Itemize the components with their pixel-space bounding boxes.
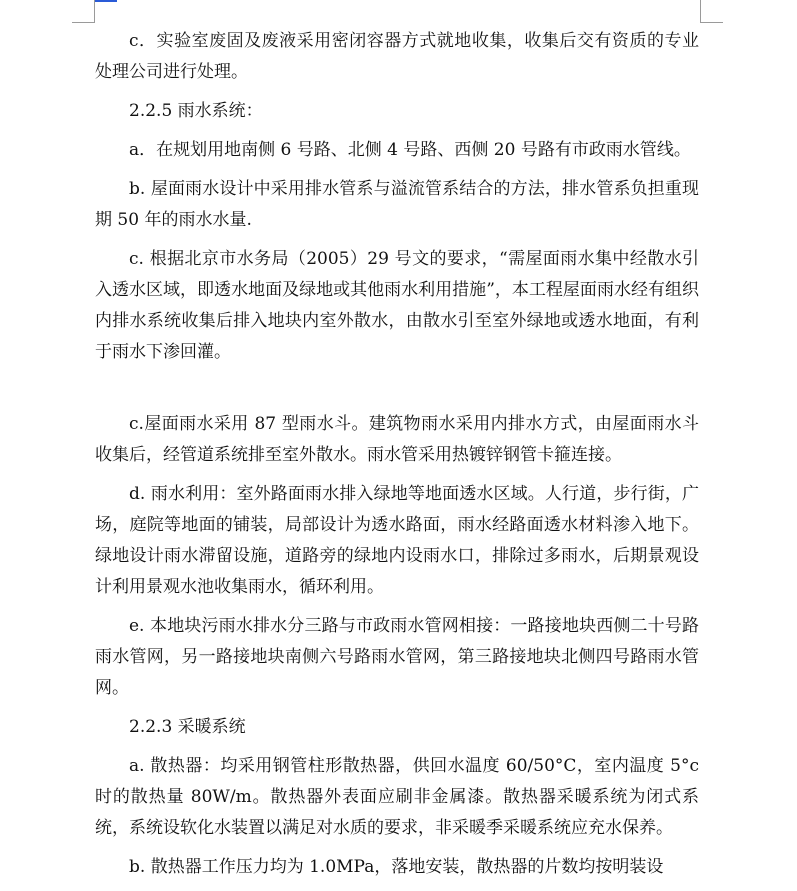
paragraph-roof-drainage: b. 屋面雨水设计中采用排水管系与溢流管系结合的方法，排水管系负担重现期 50 年的雨水水量. (95, 179, 699, 230)
paragraph-rain-hopper: c.屋面雨水采用 87 型雨水斗。建筑物雨水采用内排水方式，由屋面雨水斗收集后，经管道系统排至室外散水。雨水管采用热镀锌钢管卡箍连接。 (95, 414, 699, 465)
paragraph-three-routes: e. 本地块污雨水排水分三路与市政雨水管网相接：一路接地块西侧二十号路雨水管网，另一路接地块南侧六号路雨水管网，第三路接地块北侧四号路雨水管网。 (95, 616, 699, 698)
paragraph-lab-waste: c．实验室废固及废液采用密闭容器方式就地收集，收集后交有资质的专业处理公司进行处理。 (95, 31, 699, 82)
section-heading-rainwater: 2.2.5 雨水系统： (129, 101, 263, 121)
document-body[interactable] (95, 26, 705, 891)
page-corner-mark-left (72, 0, 95, 23)
blank-line (95, 376, 699, 409)
paragraph-radiators: a. 散热器：均采用钢管柱形散热器，供回水温度 60/50°C，室内温度 5°c 时的散热量 80W/m。散热器外表面应刷非金属漆。散热器采暖系统为闭式系统，系统设软化水装置以满足对水质的要求，非采暖季采暖系统应充水保养。 (95, 756, 705, 838)
page-corner-mark-right (700, 0, 723, 23)
paragraph-municipal-pipes: a．在规划用地南侧 6 号路、北侧 4 号路、西侧 20 号路有市政雨水管线。 (129, 140, 691, 160)
paragraph-radiator-pressure: b. 散热器工作压力均为 1.0MPa，落地安装，散热器的片数均按明装设 (129, 857, 664, 877)
paragraph-water-bureau: c. 根据北京市水务局（2005）29 号文的要求，“需屋面雨水集中经散水引入透水区域，即透水地面及绿地或其他雨水利用措施”，本工程屋面雨水经有组织内排水系统收集后排入地块内室外散水，由散水引至室外绿地或透水地面，有利于雨水下渗回灌。 (95, 249, 699, 362)
section-heading-heating: 2.2.3 采暖系统 (129, 717, 246, 737)
text-cursor (95, 0, 117, 2)
paragraph-rainwater-use: d. 雨水利用：室外路面雨水排入绿地等地面透水区域。人行道，步行街，广场，庭院等地面的铺装，局部设计为透水路面，雨水经路面透水材料渗入地下。绿地设计雨水滞留设施，道路旁的绿地内设雨水口，排除过多雨水，后期景观设计利用景观水池收集雨水，循环利用。 (95, 484, 699, 597)
